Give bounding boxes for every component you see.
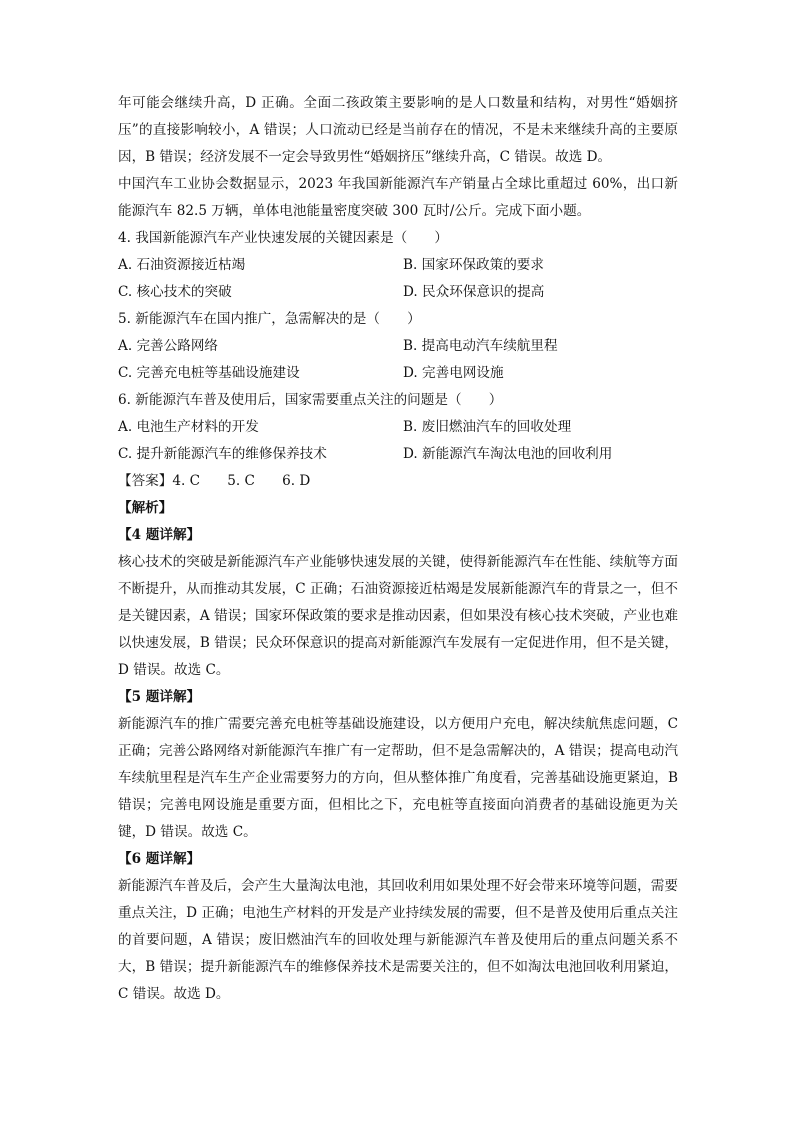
detail-4-heading: 【4 题详解】: [118, 527, 201, 543]
question-stem: 4. 我国新能源汽车产业快速发展的关键因素是（ ）: [118, 230, 448, 246]
detail-6-heading: 【6 题详解】: [118, 851, 201, 867]
option-d: D. 民众环保意识的提高: [403, 284, 545, 300]
option-b: B. 废旧燃油汽车的回收处理: [403, 419, 572, 435]
option-row: [118, 252, 678, 279]
question-4: [118, 225, 678, 306]
option-b: B. 国家环保政策的要求: [403, 257, 544, 273]
option-row: [118, 333, 678, 360]
document-page: [118, 90, 678, 1008]
option-row: [118, 360, 678, 387]
analysis-label: 【解析】: [118, 500, 173, 516]
detail-4-text: 核心技术的突破是新能源汽车产业能够快速发展的关键，使得新能源汽车在性能、续航等方面不断提升，从而推动其发展，C 正确；石油资源接近枯竭是发展新能源汽车的背景之一，但不是关键因素，A 错误；国家环保政策的要求是推动因素，但如果没有核心技术突破，产业也难以快速发展，B 错误；民众环保意识的提高对新能源汽车发展有一定促进作用，但不是关键，D 错误。故选 C。: [118, 554, 678, 678]
question-stem: 6. 新能源汽车普及使用后，国家需要重点关注的问题是（ ）: [118, 392, 503, 408]
option-c: C. 核心技术的突破: [118, 284, 232, 300]
option-row: [118, 441, 678, 468]
detail-5-heading: 【5 题详解】: [118, 689, 201, 705]
material-paragraph: 中国汽车工业协会数据显示，2023 年我国新能源汽车产销量占全球比重超过 60%，出口新能源汽车 82.5 万辆，单体电池能量密度突破 300 瓦时/公斤。完成下面小题。: [118, 176, 678, 219]
question-stem: 5. 新能源汽车在国内推广，急需解决的是（ ）: [118, 311, 421, 327]
option-row: [118, 279, 678, 306]
question-6: [118, 387, 678, 468]
option-b: B. 提高电动汽车续航里程: [403, 338, 558, 354]
detail-5-text: 新能源汽车的推广需要完善充电桩等基础设施建设，以方便用户充电，解决续航焦虑问题，C 正确；完善公路网络对新能源汽车推广有一定帮助，但不是急需解决的，A 错误；提高电动汽车续航里程是汽车生产企业需要努力的方向，但从整体推广角度看，完善基础设施更紧迫，B 错误；完善电网设施是重要方面，但相比之下，充电桩等直接面向消费者的基础设施更为关键，D 错误。故选 C。: [118, 716, 678, 840]
option-row: [118, 414, 678, 441]
question-5: [118, 306, 678, 387]
option-c: C. 完善充电桩等基础设施建设: [118, 365, 300, 381]
option-a: A. 完善公路网络: [118, 338, 219, 354]
option-a: A. 石油资源接近枯竭: [118, 257, 246, 273]
intro-paragraph: 年可能会继续升高，D 正确。全面二孩政策主要影响的是人口数量和结构，对男性“婚姻挤压”的直接影响较小，A 错误；人口流动已经是当前存在的情况，不是未来继续升高的主要原因，B 错误；经济发展不一定会导致男性“婚姻挤压”继续升高，C 错误。故选 D。: [118, 95, 678, 165]
option-a: A. 电池生产材料的开发: [118, 419, 259, 435]
detail-6-text: 新能源汽车普及后，会产生大量淘汰电池，其回收利用如果处理不好会带来环境等问题，需要重点关注，D 正确；电池生产材料的开发是产业持续发展的需要，但不是普及使用后重点关注的首要问题，A 错误；废旧燃油汽车的回收处理与新能源汽车普及使用后的重点问题关系不大，B 错误；提升新能源汽车的维修保养技术是需要关注的，但不如淘汰电池回收利用紧迫，C 错误。故选 D。: [118, 878, 678, 1002]
option-d: D. 新能源汽车淘汰电池的回收利用: [403, 446, 613, 462]
answer-line: 【答案】4. C 5. C 6. D: [118, 473, 311, 489]
option-d: D. 完善电网设施: [403, 365, 504, 381]
option-c: C. 提升新能源汽车的维修保养技术: [118, 446, 327, 462]
